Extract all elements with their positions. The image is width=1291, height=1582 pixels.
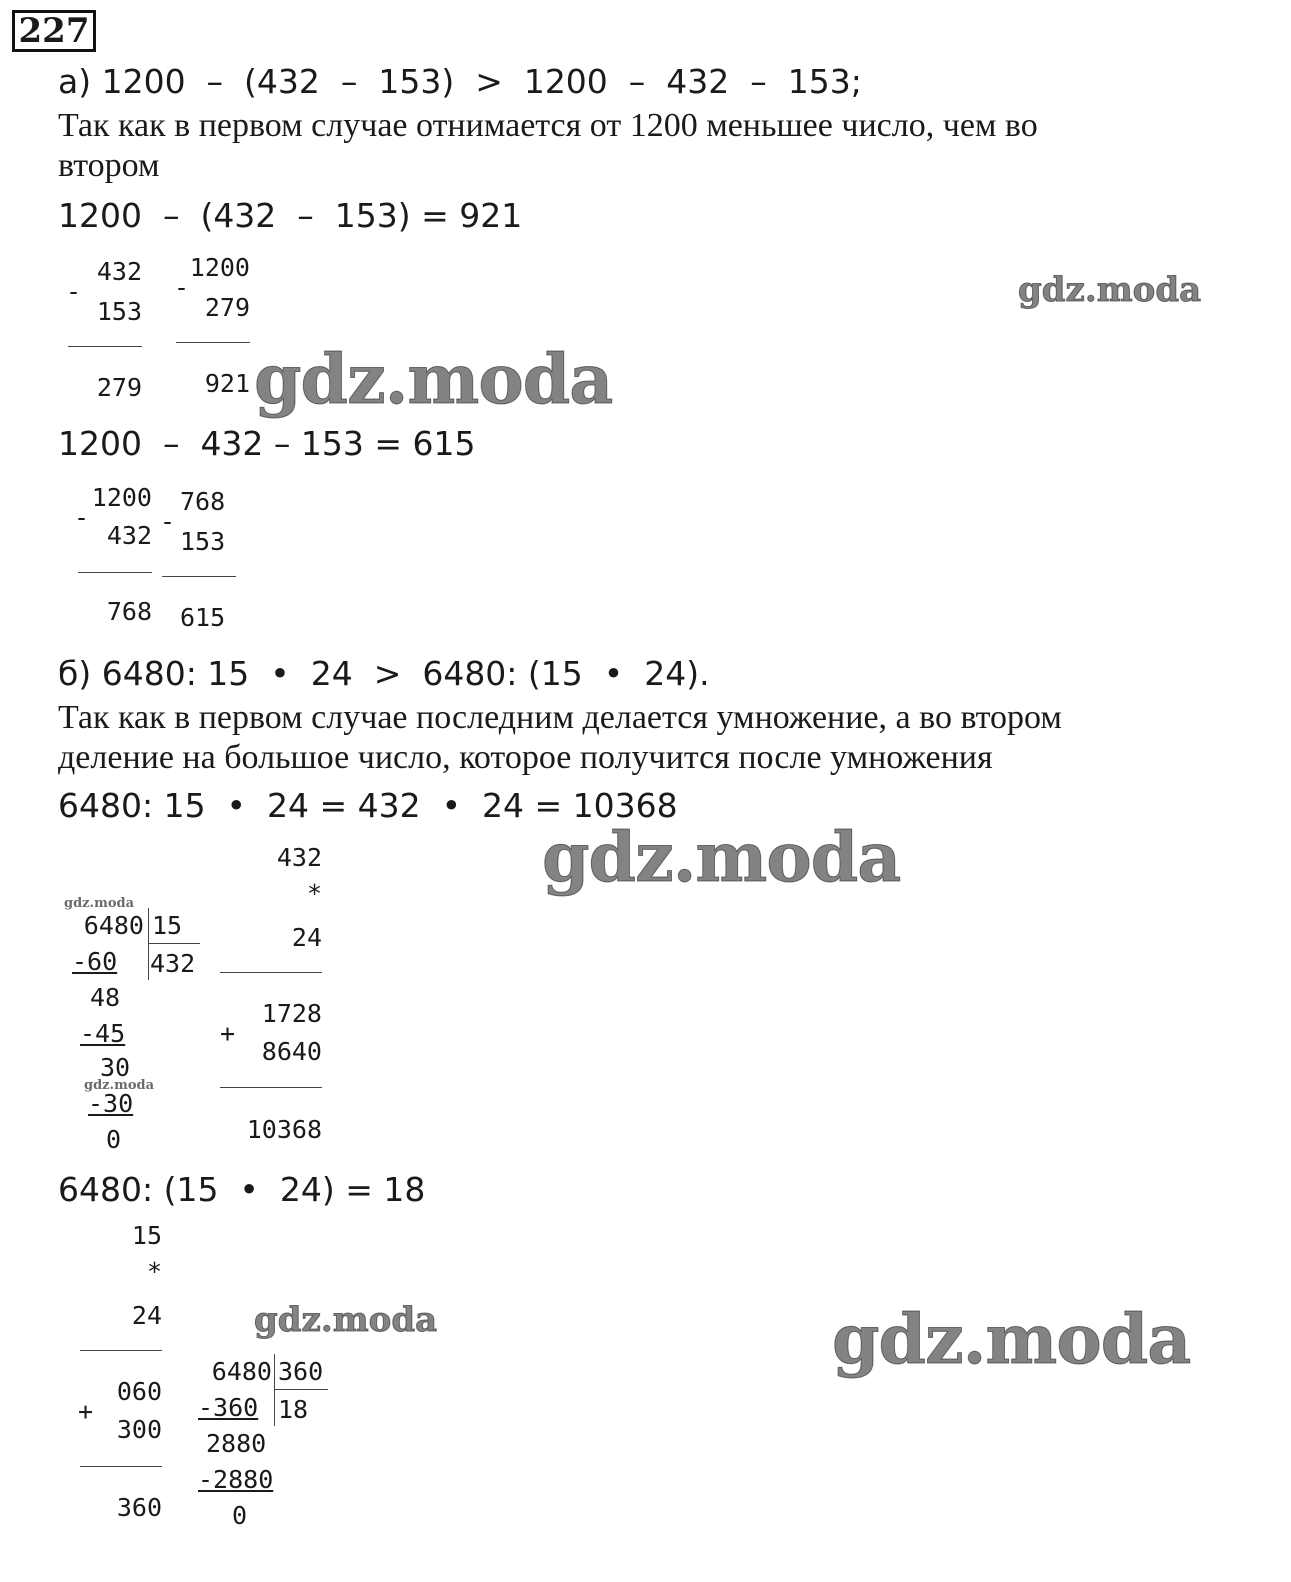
- division-step: -60: [72, 947, 118, 976]
- result: 921: [204, 369, 250, 398]
- result-line: [220, 972, 322, 973]
- division-step: -30: [88, 1089, 134, 1118]
- part-a-explanation: Так как в первом случае отнимается от 1200 меньшее число, чем во втором: [58, 107, 1038, 184]
- division-bar: [274, 1354, 275, 1426]
- minuend: 1200: [189, 253, 250, 282]
- result-line: [162, 576, 236, 577]
- quotient: 432: [150, 949, 196, 978]
- divisor-underline: [274, 1389, 328, 1390]
- division-step: 0: [106, 1125, 122, 1154]
- subtrahend: 279: [204, 293, 250, 322]
- subtrahend: 153: [96, 297, 142, 326]
- divisor-underline: [148, 943, 200, 944]
- dividend: 6480: [211, 1357, 272, 1386]
- dividend: 6480: [83, 911, 144, 940]
- divisor: 360: [278, 1357, 324, 1386]
- result-line: [78, 572, 152, 573]
- division-step: 2880: [206, 1429, 267, 1458]
- multiply-sign: *: [306, 879, 322, 908]
- result-line: [68, 346, 142, 347]
- division-step: 48: [90, 983, 121, 1012]
- minus-sign: -: [66, 277, 82, 306]
- partial-product: 8640: [261, 1037, 322, 1066]
- division-step: 30: [100, 1053, 131, 1082]
- result-line: [80, 1350, 162, 1351]
- division-step: -45: [80, 1019, 126, 1048]
- plus-sign: +: [220, 1019, 236, 1048]
- minus-sign: -: [160, 507, 176, 536]
- part-b-equation-2: 6480: (15 • 24) = 18: [58, 1170, 426, 1209]
- factor-a: 432: [276, 843, 322, 872]
- watermark: gdz.moda: [832, 1300, 1191, 1380]
- quotient: 18: [278, 1395, 309, 1424]
- problem-number: 227: [12, 10, 96, 52]
- multiply-sign: *: [146, 1257, 162, 1286]
- part-b-statement: б) 6480: 15 • 24 > 6480: (15 • 24).: [58, 654, 710, 693]
- sum-line: [220, 1087, 322, 1088]
- result: 279: [96, 373, 142, 402]
- watermark: gdz.moda: [254, 340, 613, 420]
- minuend: 432: [96, 257, 142, 286]
- watermark: gdz.moda: [542, 818, 901, 898]
- divisor: 15: [152, 911, 183, 940]
- result-line: [176, 342, 250, 343]
- factor-a: 15: [131, 1221, 162, 1250]
- division-step: 0: [232, 1501, 248, 1530]
- result: 768: [106, 597, 152, 626]
- division-step: -2880: [198, 1465, 274, 1494]
- part-b-explanation: Так как в первом случае последним делается умножение, а во втором деление на большое число, которое получится после умножения: [58, 699, 1062, 776]
- division-bar: [148, 908, 149, 980]
- minus-sign: -: [74, 503, 90, 532]
- minus-sign: -: [174, 273, 190, 302]
- watermark: gdz.moda: [84, 1078, 155, 1093]
- part-a-equation-2: 1200 – 432 – 153 = 615: [58, 424, 476, 463]
- plus-sign: +: [78, 1397, 94, 1426]
- part-a-equation-1: 1200 – (432 – 153) = 921: [58, 196, 523, 235]
- factor-b: 24: [131, 1301, 162, 1330]
- result: 615: [180, 603, 226, 632]
- minuend: 1200: [91, 483, 152, 512]
- part-b-equation-1: 6480: 15 • 24 = 432 • 24 = 10368: [58, 786, 678, 825]
- watermark: gdz.moda: [1018, 270, 1202, 310]
- minuend: 768: [180, 487, 226, 516]
- watermark: gdz.moda: [64, 896, 135, 911]
- product: 10368: [246, 1115, 322, 1144]
- watermark: gdz.moda: [254, 1300, 438, 1340]
- division-step: -360: [198, 1393, 259, 1422]
- partial-product: 300: [116, 1415, 162, 1444]
- sum-line: [80, 1466, 162, 1467]
- partial-product: 060: [116, 1377, 162, 1406]
- part-a-statement: а) 1200 – (432 – 153) > 1200 – 432 – 153;: [58, 62, 862, 101]
- factor-b: 24: [291, 923, 322, 952]
- subtrahend: 153: [180, 527, 226, 556]
- subtrahend: 432: [106, 521, 152, 550]
- product: 360: [116, 1493, 162, 1522]
- partial-product: 1728: [261, 999, 322, 1028]
